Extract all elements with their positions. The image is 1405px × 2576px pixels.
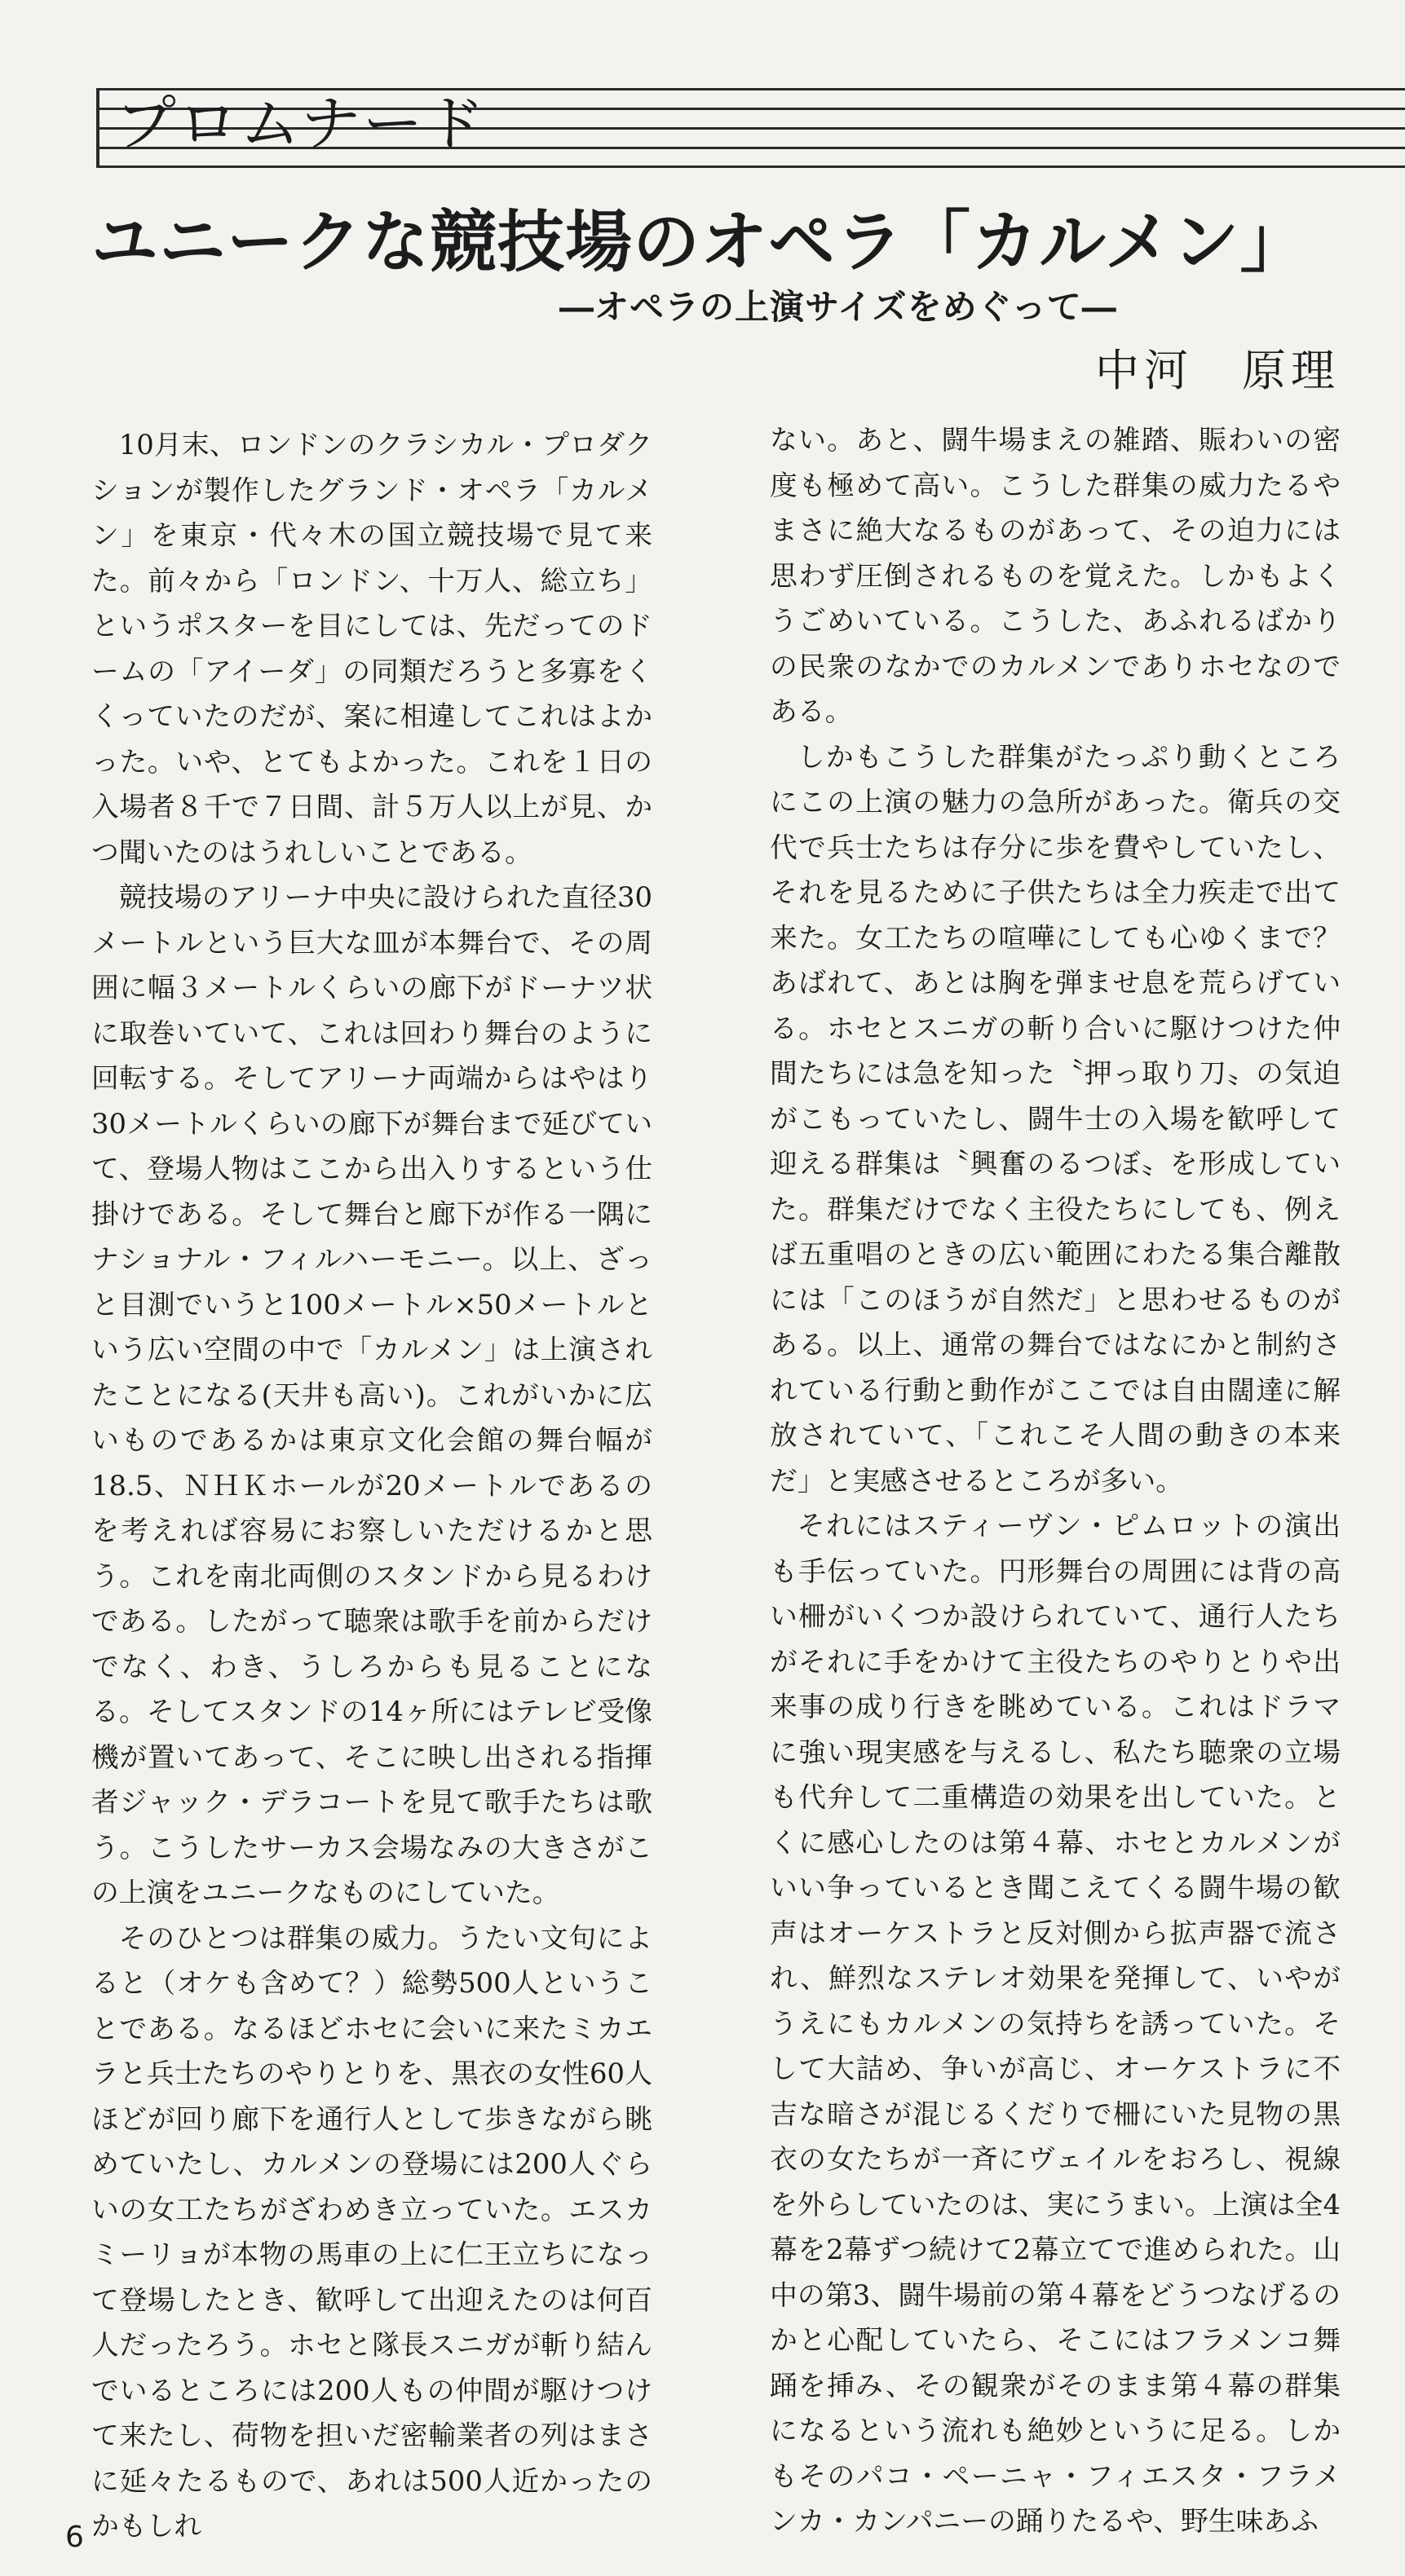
author-name: 中河 原理 <box>1095 345 1340 396</box>
section-label: プロムナード <box>116 89 487 159</box>
paragraph: それにはスティーヴン・ピムロットの演出も手伝っていた。円形舞台の周囲には背の高い柵がいくつか設けられていて、通行人たちがそれに手をかけて主役たちのやりとりや出来事の成り行きを眺めている。これはドラマに強い現実感を与えるし、私たち聴衆の立場も代弁して二重構造の効果を出していた。とくに感心したのは第４幕、ホセとカルメンがいい争っているとき聞こえてくる闘牛場の歓声はオーケストラと反対側から拡声器で流され、鮮烈なステレオ効果を発揮して、いやがうえにもカルメンの気持ちを誘っていた。そして大詰め、争いが高じ、オーケストラに不吉な暗さが混じるくだりで柵にいた見物の黒衣の女たちが一斉にヴェイルをおろし、視線を外らしていたのは、実にうまい。上演は全4幕を2幕ずつ続けて2幕立てで進められた。山中の第3、闘牛場前の第４幕をどうつなげるのかと心配していたら、そこにはフラメンコ舞踊を挿み、その観衆がそのまま第４幕の群集になるという流れも絶妙というに足る。しかもそのパコ・ペーニャ・フィエスタ・フラメンカ・カンパニーの踊りたるや、野生味あふ <box>770 1510 1341 2537</box>
article-title: ユニークな競技場のオペラ「カルメン」 <box>91 203 1308 281</box>
page-number: 6 <box>65 2521 84 2554</box>
right-column <box>770 417 1341 2544</box>
paragraph: 10月末、ロンドンのクラシカル・プロダクションが製作したグランド・オペラ「カルメン」を東京・代々木の国立競技場で見て来た。前々から「ロンドン、十万人、総立ち」というポスターを目にしては、先だってのドームの「アイーダ」の同類だろうと多寡をくくっていたのだが、案に相違してこれはよかった。いや、とてもよかった。これを１日の入場者８千で７日間、計５万人以上が見、かつ聞いたのはうれしいことである。 <box>91 429 652 868</box>
paragraph: しかもこうした群集がたっぷり動くところにこの上演の魅力の急所があった。衛兵の交代で兵士たちは存分に歩を費やしていたし、それを見るために子供たちは全力疾走で出て来た。女工たちの喧嘩にしても心ゆくまで？あばれて、あとは胸を弾ませ息を荒らげている。ホセとスニガの斬り合いに駆けつけた仲間たちには急を知った〝押っ取り刀〟の気迫がこもっていたし、闘牛士の入場を歓呼して迎える群集は〝興奮のるつぼ〟を形成していた。群集だけでなく主役たちにしても、例えば五重唱のときの広い範囲にわたる集合離散には「このほうが自然だ」と思わせるものがある。以上、通常の舞台ではなにかと制約されている行動と動作がここでは自由闊達に解放されていて、「これこそ人間の動きの本来だ」と実感させるところが多い。 <box>770 740 1341 1497</box>
article-subtitle: ―オペラの上演サイズをめぐって― <box>559 287 1117 327</box>
paragraph: ない。あと、闘牛場まえの雑踏、賑わいの密度も極めて高い。こうした群集の威力たるやまさに絶大なるものがあって、その迫力には思わず圧倒されるものを覚えた。しかもよくうごめいている。こうした、あふれるばかりの民衆のなかでのカルメンでありホセなのである。 <box>770 424 1341 727</box>
paragraph: そのひとつは群集の威力。うたい文句によると（オケも含めて？）総勢500人ということである。なるほどホセに会いに来たミカエラと兵士たちのやりとりを、黒衣の女性60人ほどが回り廊下を通行人として歩きながら眺めていたし、カルメンの登場には200人ぐらいの女工たちがざわめき立っていた。エスカミーリョが本物の馬車の上に仁王立ちになって登場したとき、歓呼して出迎えたのは何百人だったろう。ホセと隊長スニガが斬り結んでいるところには200人もの仲間が駆けつけて来たし、荷物を担いだ密輸業者の列はまさに延々たるもので、あれは500人近かったのかもしれ <box>91 1921 652 2542</box>
left-column <box>91 422 652 2549</box>
staff-line <box>96 165 1405 168</box>
paragraph: 競技場のアリーナ中央に設けられた直径30メートルという巨大な皿が本舞台で、その周囲に幅３メートルくらいの廊下がドーナツ状に取巻いていて、これは回わり舞台のように回転する。そしてアリーナ両端からはやはり30メートルくらいの廊下が舞台まで延びていて、登場人物はここから出入りするという仕掛けである。そして舞台と廊下が作る一隅にナショナル・フィルハーモニー。以上、ざっと目測でいうと100メートル×50メートルという広い空間の中で「カルメン」は上演されたことになる(天井も高い)。これがいかに広いものであるかは東京文化会館の舞台幅が18.5、ＮＨＫホールが20メートルであるのを考えれば容易にお察しいただけるかと思う。これを南北両側のスタンドから見るわけである。したがって聴衆は歌手を前からだけでなく、わき、うしろからも見ることになる。そしてスタンドの14ヶ所にはテレビ受像機が置いてあって、そこに映し出される指揮者ジャック・デラコートを見て歌手たちは歌う。こうしたサーカス会場なみの大きさがこの上演をユニークなものにしていた。 <box>91 881 652 1908</box>
